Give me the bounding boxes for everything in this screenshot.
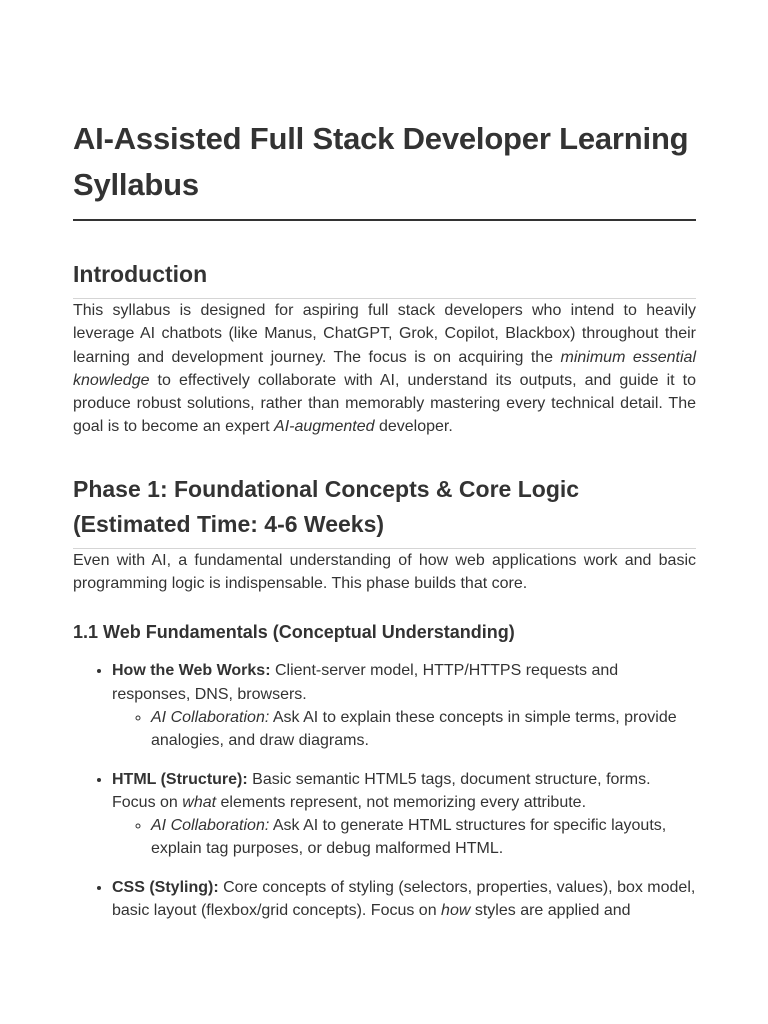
item-text: elements represent, not memorizing every attribute. <box>216 793 587 811</box>
document-title: AI-Assisted Full Stack Developer Learning Syllabus <box>73 121 689 202</box>
intro-emphasis-1: minimum essential knowledge <box>73 348 697 389</box>
collab-text: Ask AI to generate HTML structures for specific layouts, explain tag purposes, or debug malformed HTML. <box>151 817 667 858</box>
intro-text-2: to effectively collaborate with AI, understand its outputs, and guide it to produce robust solutions, rather than memorably mastering every technical detail. The goal is to become an expert <box>73 371 696 436</box>
subsection-heading: 1.1 Web Fundamentals (Conceptual Understanding) <box>73 622 515 643</box>
intro-text-1: This syllabus is designed for aspiring full stack developers who intend to heavily leverage AI chatbots (like Manus, ChatGPT, Grok, Copilot, Blackbox) throughout their learning and development journey. The focus is on acquiring the <box>73 302 696 366</box>
introduction-section <box>73 257 696 439</box>
web-fundamentals-list <box>73 659 696 922</box>
item-text: Client-server model, HTTP/HTTPS requests and responses, DNS, browsers. <box>112 662 619 703</box>
introduction-heading: Introduction <box>73 261 208 287</box>
intro-text-3: developer. <box>374 418 453 436</box>
list-item <box>112 768 696 861</box>
item-text: Core concepts of styling (selectors, properties, values), box model, basic layout (flexbox/grid concepts). Focus on <box>112 878 696 920</box>
list-item <box>112 659 696 752</box>
list-item <box>112 876 696 923</box>
introduction-paragraph <box>73 299 696 439</box>
item-label: How the Web Works: <box>112 662 271 680</box>
collab-label: AI Collaboration: <box>151 817 270 835</box>
sub-list <box>112 814 696 861</box>
document-content <box>73 116 696 937</box>
sub-list <box>112 706 696 753</box>
phase1-section <box>73 472 696 923</box>
title-divider <box>73 219 696 221</box>
sub-list-item <box>151 706 696 753</box>
item-label: HTML (Structure): <box>112 770 248 788</box>
item-text: Basic semantic HTML5 tags, document structure, forms. Focus on <box>112 770 651 811</box>
phase1-heading: Phase 1: Foundational Concepts & Core Logic (Estimated Time: 4-6 Weeks) <box>73 475 580 537</box>
item-label: CSS (Styling): <box>112 878 219 896</box>
intro-emphasis-2: AI-augmented <box>274 418 375 436</box>
item-emphasis: what <box>182 793 217 811</box>
phase1-paragraph: Even with AI, a fundamental understanding of how web applications work and basic programming logic is indispensable. This phase builds that core. <box>73 551 696 593</box>
item-text: styles are applied and <box>470 902 631 920</box>
collab-text: Ask AI to explain these concepts in simple terms, provide analogies, and draw diagrams. <box>151 708 677 750</box>
item-emphasis: how <box>441 902 471 920</box>
sub-list-item <box>151 814 696 861</box>
collab-label: AI Collaboration: <box>151 708 270 726</box>
